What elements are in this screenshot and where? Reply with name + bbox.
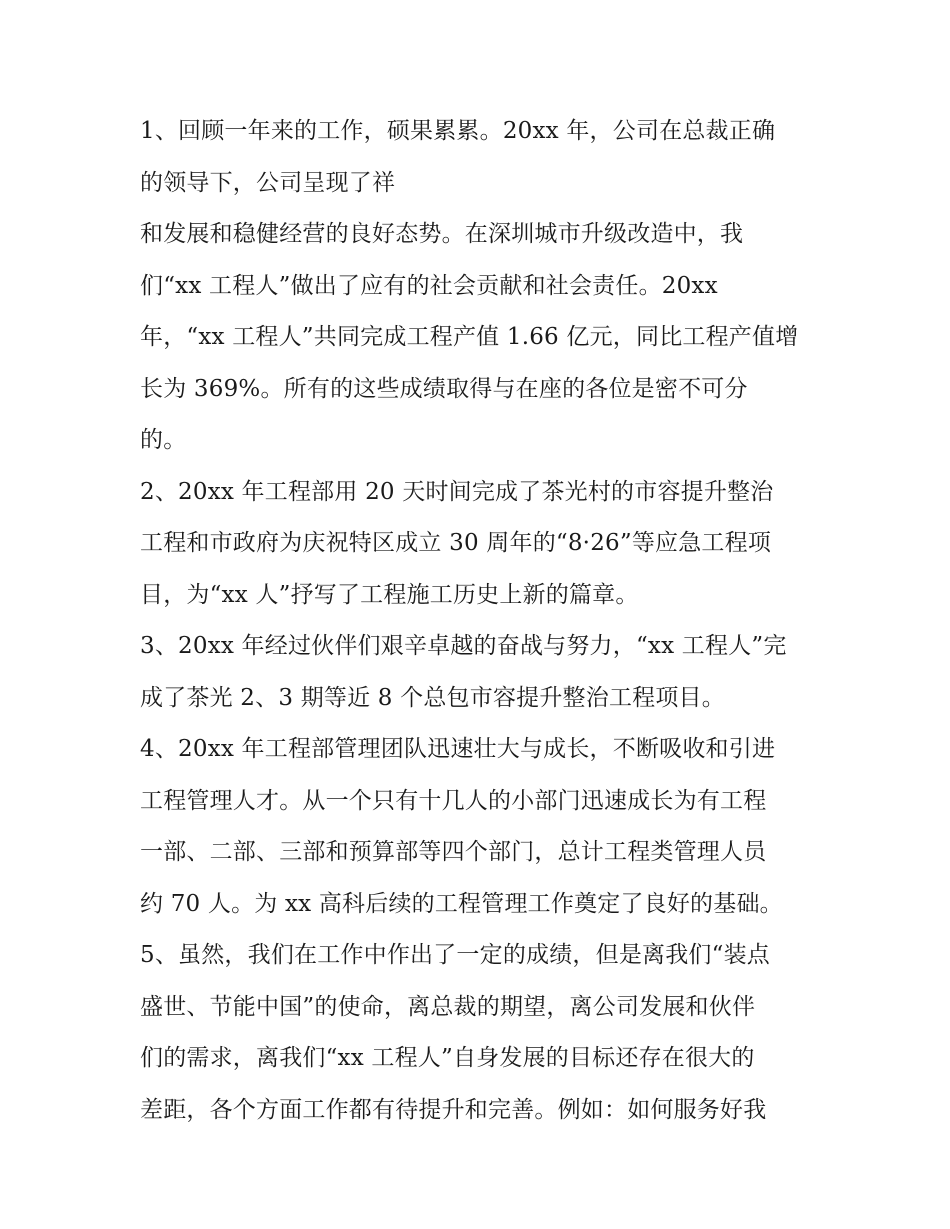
text-line: 约 70 人。为 xx 高科后续的工程管理工作奠定了良好的基础。 <box>140 890 783 917</box>
text-line: 2、20xx 年工程部用 20 天时间完成了茶光村的市容提升整治 <box>140 478 774 505</box>
text-line: 工程和市政府为庆祝特区成立 30 周年的“8·26”等应急工程项 <box>140 530 772 556</box>
text-line: 们的需求，离我们“xx 工程人”自身发展的目标还存在很大的 <box>140 1045 755 1071</box>
text-line: 目，为“xx 人”抒写了工程施工历史上新的篇章。 <box>140 581 639 608</box>
document-body <box>140 106 830 1136</box>
text-line: 1、回顾一年来的工作，硕果累累。20xx 年，公司在总裁正确 <box>140 118 776 144</box>
text-line: 的。 <box>140 427 187 453</box>
text-line: 长为 369%。所有的这些成绩取得与在座的各位是密不可分 <box>140 375 748 402</box>
text-line: 年，“xx 工程人”共同完成工程产值 1.66 亿元，同比工程产值增 <box>140 324 799 350</box>
text-line: 3、20xx 年经过伙伴们艰辛卓越的奋战与努力，“xx 工程人”完 <box>140 633 787 659</box>
text-line: 4、20xx 年工程部管理团队迅速壮大与成长，不断吸收和引进 <box>140 736 776 762</box>
text-line: 盛世、节能中国”的使命，离总裁的期望，离公司发展和伙伴 <box>140 993 756 1020</box>
text-line: 5、虽然，我们在工作中作出了一定的成绩，但是离我们“装点 <box>140 942 770 968</box>
text-line: 工程管理人才。从一个只有十几人的小部门迅速成长为有工程 <box>140 787 767 814</box>
text-line: 们“xx 工程人”做出了应有的社会贡献和社会责任。20xx <box>140 272 718 299</box>
text-line: 一部、二部、三部和预算部等四个部门，总计工程类管理人员 <box>140 839 767 865</box>
text-line: 差距，各个方面工作都有待提升和完善。例如：如何服务好我 <box>140 1096 767 1123</box>
text-line: 和发展和稳健经营的良好态势。在深圳城市升级改造中，我 <box>140 221 744 247</box>
text-line: 的领导下，公司呈现了祥 <box>140 169 396 196</box>
text-line: 成了茶光 2、3 期等近 8 个总包市容提升整治工程项目。 <box>140 684 725 711</box>
